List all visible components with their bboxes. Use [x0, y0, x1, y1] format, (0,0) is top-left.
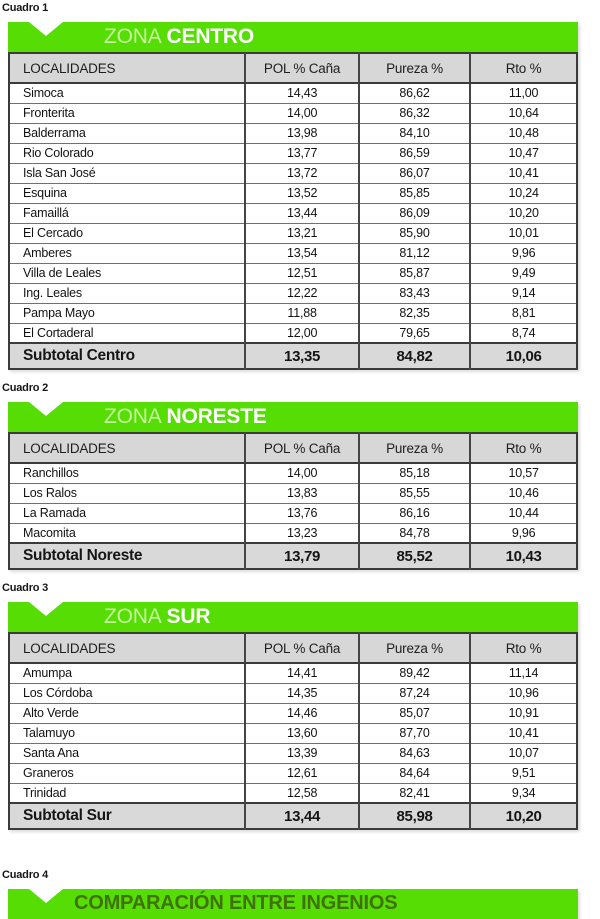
value-cell: 87,24	[359, 683, 470, 703]
zone-table	[8, 889, 578, 919]
value-cell: 11,88	[245, 303, 359, 323]
value-cell: 13,44	[245, 203, 359, 223]
value-cell: 11,14	[470, 663, 577, 683]
cuadros-container	[0, 2, 600, 914]
value-cell: 10,91	[470, 703, 577, 723]
value-cell: 81,12	[359, 243, 470, 263]
value-cell: 87,70	[359, 723, 470, 743]
zone-prefix-text: ZONA	[104, 605, 162, 628]
locality-cell: Los Córdoba	[9, 683, 245, 703]
zone-title	[8, 402, 578, 432]
zone-header-bar	[8, 889, 578, 919]
column-header-localidades: LOCALIDADES	[9, 433, 245, 463]
header-row	[9, 633, 577, 663]
column-header: POL % Caña	[245, 433, 359, 463]
subtotal-value-cell: 10,06	[470, 343, 577, 369]
value-cell: 14,41	[245, 663, 359, 683]
column-header: Pureza %	[359, 53, 470, 83]
value-cell: 13,21	[245, 223, 359, 243]
locality-cell: Graneros	[9, 763, 245, 783]
subtotal-label-cell: Subtotal Centro	[9, 343, 245, 369]
table-row	[9, 103, 577, 123]
locality-cell: Talamuyo	[9, 723, 245, 743]
subtotal-row	[9, 343, 577, 369]
locality-cell: Alto Verde	[9, 703, 245, 723]
data-table	[8, 432, 578, 570]
table-row	[9, 723, 577, 743]
locality-cell: Isla San José	[9, 163, 245, 183]
zone-title	[8, 602, 578, 632]
table-row	[9, 223, 577, 243]
value-cell: 14,00	[245, 463, 359, 483]
column-header-localidades: LOCALIDADES	[9, 53, 245, 83]
subtotal-label-cell: Subtotal Sur	[9, 803, 245, 829]
header-row	[9, 53, 577, 83]
cuadro-section	[0, 869, 600, 919]
value-cell: 12,51	[245, 263, 359, 283]
cuadro-label: Cuadro 2	[2, 382, 49, 394]
value-cell: 9,96	[470, 523, 577, 543]
subtotal-row	[9, 543, 577, 569]
subtotal-value-cell: 10,43	[470, 543, 577, 569]
zone-title	[8, 889, 578, 917]
table-row	[9, 303, 577, 323]
table-row	[9, 743, 577, 763]
table-row	[9, 523, 577, 543]
value-cell: 83,43	[359, 283, 470, 303]
value-cell: 85,90	[359, 223, 470, 243]
value-cell: 79,65	[359, 323, 470, 343]
locality-cell: Trinidad	[23, 785, 67, 800]
bookmark-notch-icon	[29, 402, 63, 416]
value-cell: 9,96	[470, 243, 577, 263]
locality-cell: Ing. Leales	[9, 283, 245, 303]
value-cell: 84,64	[359, 763, 470, 783]
table-body	[9, 83, 577, 343]
value-cell: 82,41	[359, 783, 470, 803]
table-row	[9, 763, 577, 783]
locality-cell: Esquina	[9, 183, 245, 203]
value-cell: 9,51	[470, 763, 577, 783]
locality-cell: El Cortaderal	[23, 325, 94, 340]
table-row	[9, 703, 577, 723]
value-cell: 12,22	[245, 283, 359, 303]
value-cell: 10,57	[470, 463, 577, 483]
table-body	[9, 663, 577, 803]
bookmark-notch-icon	[29, 22, 63, 36]
value-cell: 13,72	[245, 163, 359, 183]
cuadro-label: Cuadro 1	[2, 2, 49, 14]
table-row	[9, 483, 577, 503]
table-row	[9, 783, 577, 803]
value-cell: 10,46	[470, 483, 577, 503]
table-row	[9, 503, 577, 523]
value-cell: 13,54	[245, 243, 359, 263]
value-cell: 85,85	[359, 183, 470, 203]
locality-cell: Los Ralos	[9, 483, 245, 503]
value-cell: 86,16	[359, 503, 470, 523]
cuadro-section	[0, 382, 600, 570]
column-header: Pureza %	[359, 633, 470, 663]
table-row	[9, 83, 577, 103]
subtotal-value-cell: 13,79	[245, 543, 359, 569]
locality-cell: Ranchillos	[9, 463, 245, 483]
value-cell: 13,52	[245, 183, 359, 203]
table-row	[9, 203, 577, 223]
value-cell: 10,41	[470, 163, 577, 183]
zone-prefix-text: ZONA	[104, 405, 162, 428]
subtotal-value-cell: 13,35	[245, 343, 359, 369]
zone-table	[8, 602, 578, 830]
column-header: POL % Caña	[245, 633, 359, 663]
value-cell: 14,46	[245, 703, 359, 723]
value-cell: 12,00	[245, 323, 359, 343]
locality-cell: Amumpa	[9, 663, 245, 683]
value-cell: 13,83	[245, 483, 359, 503]
bookmark-notch-icon	[29, 889, 63, 903]
subtotal-value-cell: 85,52	[359, 543, 470, 569]
value-cell: 13,98	[245, 123, 359, 143]
locality-cell: Santa Ana	[9, 743, 245, 763]
column-header: Rto %	[470, 633, 577, 663]
zone-title	[8, 22, 578, 52]
value-cell: 86,09	[359, 203, 470, 223]
value-cell: 10,24	[470, 183, 577, 203]
value-cell: 9,49	[470, 263, 577, 283]
locality-cell: Fronterita	[9, 103, 245, 123]
locality-cell: Pampa Mayo	[9, 303, 245, 323]
table-row	[9, 463, 577, 483]
value-cell: 85,87	[359, 263, 470, 283]
subtotal-value-cell: 13,44	[245, 803, 359, 829]
subtotal-row	[9, 803, 577, 829]
value-cell: 10,44	[470, 503, 577, 523]
value-cell: 13,77	[245, 143, 359, 163]
value-cell: 13,39	[245, 743, 359, 763]
locality-cell: El Cercado	[9, 223, 245, 243]
zone-name-text: SUR	[166, 605, 211, 628]
value-cell: 10,41	[470, 723, 577, 743]
locality-cell: Villa de Leales	[9, 263, 245, 283]
value-cell: 13,76	[245, 503, 359, 523]
value-cell: 86,62	[359, 83, 470, 103]
zone-header-bar	[8, 22, 578, 52]
zone-table	[8, 22, 578, 370]
value-cell: 14,00	[245, 103, 359, 123]
table-row	[9, 123, 577, 143]
table-row	[9, 663, 577, 683]
table-row	[9, 183, 577, 203]
zone-name-text: NORESTE	[166, 405, 267, 428]
locality-cell: La Ramada	[9, 503, 245, 523]
value-cell: 8,74	[470, 323, 577, 343]
subtotal-value-cell: 85,98	[359, 803, 470, 829]
column-header: POL % Caña	[245, 53, 359, 83]
value-cell: 10,96	[470, 683, 577, 703]
table-row	[9, 163, 577, 183]
subtotal-value-cell: 10,20	[470, 803, 577, 829]
zone-name-text: CENTRO	[166, 25, 255, 48]
value-cell: 85,07	[359, 703, 470, 723]
data-table	[8, 52, 578, 370]
table-row	[9, 683, 577, 703]
locality-cell: Rio Colorado	[9, 143, 245, 163]
zone-table	[8, 402, 578, 570]
table-row	[9, 323, 577, 343]
value-cell: 85,18	[359, 463, 470, 483]
value-cell: 86,32	[359, 103, 470, 123]
table-body	[9, 463, 577, 543]
value-cell: 13,60	[245, 723, 359, 743]
cuadro-label: Cuadro 3	[2, 582, 49, 594]
zone-header-bar	[8, 602, 578, 632]
value-cell: 10,01	[470, 223, 577, 243]
table-row	[9, 283, 577, 303]
header-row	[9, 433, 577, 463]
value-cell: 82,35	[359, 303, 470, 323]
value-cell: 14,35	[245, 683, 359, 703]
value-cell: 12,58	[245, 783, 359, 803]
subtotal-value-cell: 84,82	[359, 343, 470, 369]
column-header: Pureza %	[359, 433, 470, 463]
value-cell: 84,63	[359, 743, 470, 763]
value-cell: 84,10	[359, 123, 470, 143]
column-header-localidades: LOCALIDADES	[9, 633, 245, 663]
value-cell: 14,43	[245, 83, 359, 103]
locality-cell: Famaillá	[9, 203, 245, 223]
value-cell: 10,47	[470, 143, 577, 163]
value-cell: 11,00	[470, 83, 577, 103]
subtotal-label-cell: Subtotal Noreste	[9, 543, 245, 569]
value-cell: 10,48	[470, 123, 577, 143]
locality-cell: Balderrama	[9, 123, 245, 143]
value-cell: 85,55	[359, 483, 470, 503]
zone-header-bar	[8, 402, 578, 432]
value-cell: 9,14	[470, 283, 577, 303]
cuadro-section	[0, 2, 600, 370]
zone-name-text: COMPARACIÓN ENTRE INGENIOS	[74, 892, 398, 914]
value-cell: 89,42	[359, 663, 470, 683]
value-cell: 8,81	[470, 303, 577, 323]
data-table	[8, 632, 578, 830]
locality-cell: Macomita	[23, 525, 76, 540]
value-cell: 10,07	[470, 743, 577, 763]
value-cell: 9,34	[470, 783, 577, 803]
value-cell: 10,20	[470, 203, 577, 223]
table-row	[9, 243, 577, 263]
value-cell: 13,23	[245, 523, 359, 543]
cuadro-section	[0, 582, 600, 830]
column-header: Rto %	[470, 53, 577, 83]
locality-cell: Simoca	[9, 83, 245, 103]
column-header: Rto %	[470, 433, 577, 463]
value-cell: 12,61	[245, 763, 359, 783]
cuadro-label: Cuadro 4	[2, 869, 49, 881]
value-cell: 86,07	[359, 163, 470, 183]
value-cell: 10,64	[470, 103, 577, 123]
table-row	[9, 143, 577, 163]
bookmark-notch-icon	[29, 602, 63, 616]
value-cell: 86,59	[359, 143, 470, 163]
value-cell: 84,78	[359, 523, 470, 543]
locality-cell: Amberes	[9, 243, 245, 263]
zone-prefix-text: ZONA	[104, 25, 162, 48]
table-row	[9, 263, 577, 283]
